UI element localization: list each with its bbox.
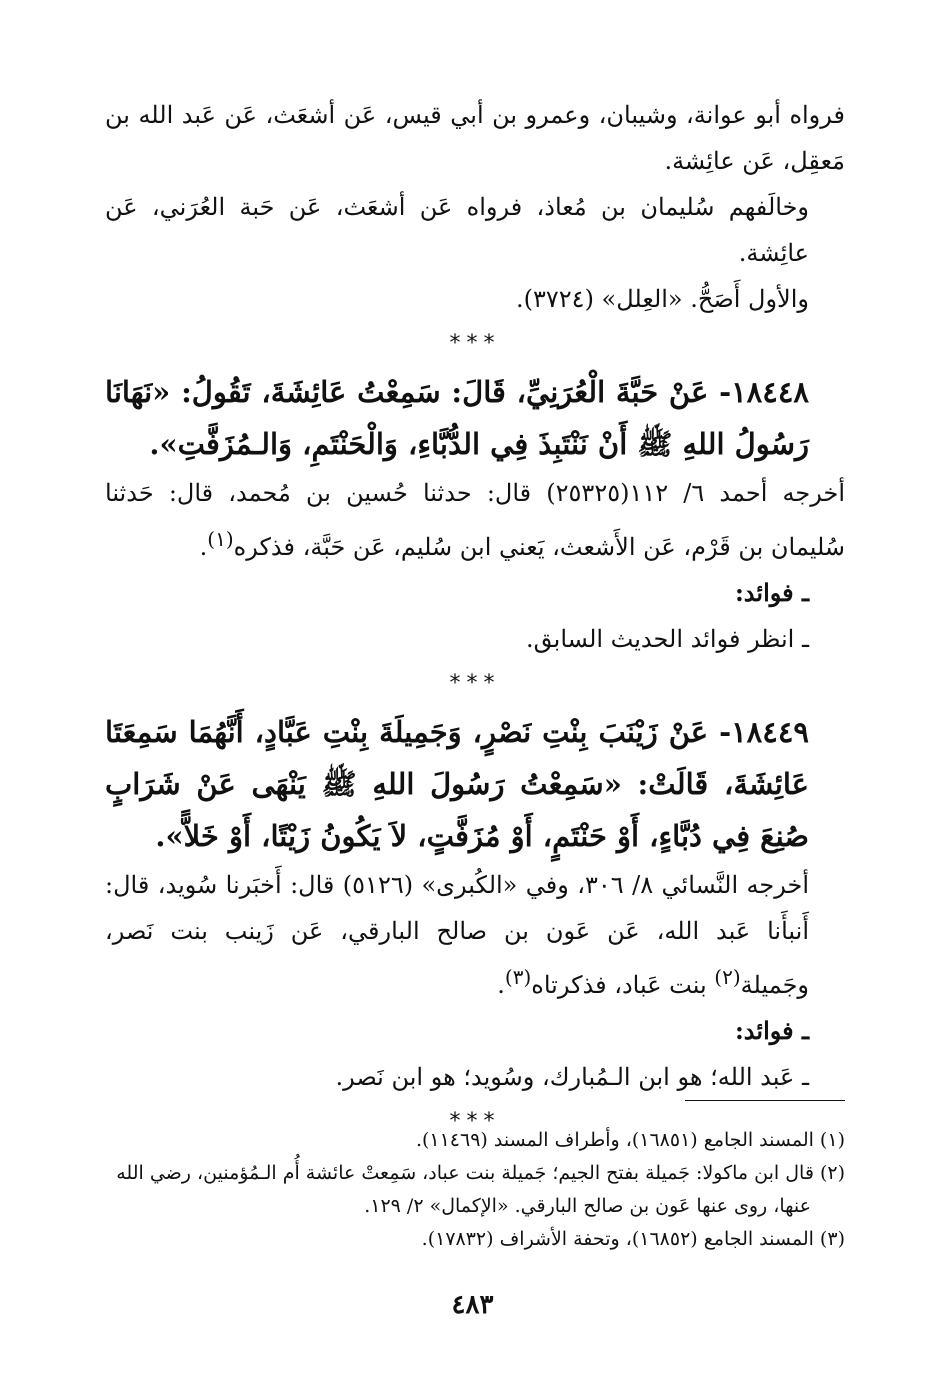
page-number: ٤٨٣ — [451, 1290, 494, 1320]
footnote-2-continued: عنها، روى عنها عَون بن صالح البارقي. «الإكمال» ٢/ ١٢٩. — [364, 1195, 811, 1217]
takhrij-18448-end: . — [199, 533, 208, 561]
paragraph-chain: فرواه أبو عوانة، وشيبان، وعمرو بن أبي قيس، عَن أشعَث، عَن عَبد الله بن مَعقِل، عَن عائِشة. — [105, 101, 845, 175]
fawaid-heading-1: ـ فوائد: — [734, 578, 809, 607]
takhrij-18448-text: أخرجه أحمد ٦/ ١١٢(٢٥٣٢٥) قال: حدثنا حُسين بن مُحمد، قال: حَدثنا سُليمان بن قَرْم، عَن الأَشعث، يَعني ابن سُليم، عَن حَبَّة، فذكره — [105, 479, 846, 561]
footnote-ref-1[interactable]: (١) — [207, 527, 234, 551]
takhrij-18449-mid: بنت عَباد، فذكرتاه — [531, 971, 715, 999]
fawaid-text-1: ـ انظر فوائد الحديث السابق. — [526, 625, 809, 653]
footnote-separator — [685, 1100, 845, 1101]
footnote-1: (١) المسند الجامع (١٦٨٥١)، وأطراف المسند (١١٤٦٩). — [415, 1129, 845, 1151]
takhrij-18449-text: أخرجه النَّسائي ٨/ ٣٠٦، وفي «الكُبرى» (٥١٢٦) قال: أَخبَرنا سُويد، قال: أَنبأَنا عَبد الله، عَن عَون بن صالح البارقي، عَن زَينب بنت نَصر، وجَميلة — [105, 871, 810, 999]
footnote-ref-2[interactable]: (٢) — [714, 965, 741, 989]
section-divider-1: *** — [449, 331, 501, 356]
hadith-18448: ١٨٤٤٨- عَنْ حَبَّةَ الْعُرَنِيِّ، قَالَ: سَمِعْتُ عَائِشَةَ، تَقُولُ: «نَهَانَا رَسُولُ اللهِ ﷺ أَنْ نَنْتَبِذَ فِي الدُّبَّاءِ، وَالْحَنْتَمِ، وَالـمُزَفَّتِ». — [105, 375, 809, 461]
section-divider-3: *** — [449, 1109, 501, 1134]
footnote-ref-3[interactable]: (٣) — [504, 965, 532, 989]
takhrij-18449 — [105, 862, 845, 1008]
fawaid-heading-2: ـ فوائد: — [734, 1016, 809, 1045]
takhrij-18448 — [105, 470, 845, 570]
footnote-2: (٢) قال ابن ماكولا: جَميلة بفتح الجيم؛ جَميلة بنت عباد، سَمِعتْ عائشة أُم الـمُؤمنين، رضي الله — [116, 1162, 845, 1184]
paragraph-disagreement: وخالَفهم سُليمان بن مُعاذ، فرواه عَن أشعَث، عَن حَبة العُرَني، عَن عائِشة. — [105, 193, 809, 267]
paragraph-verdict: والأول أَصَحُّ. «العِلل» (٣٧٢٤). — [516, 285, 809, 313]
main-text — [105, 92, 845, 1144]
fawaid-text-2: ـ عَبد الله؛ هو ابن الـمُبارك، وسُويد؛ هو ابن نَصر. — [335, 1063, 809, 1091]
takhrij-18449-end: . — [497, 971, 505, 999]
hadith-18449: ١٨٤٤٩- عَنْ زَيْنَبَ بِنْتِ نَصْرٍ، وَجَمِيلَةَ بِنْتِ عَبَّادٍ، أَنَّهُمَا سَمِعَتَا عَائِشَةَ، قَالَتْ: «سَمِعْتُ رَسُولَ اللهِ ﷺ يَنْهَى عَنْ شَرَابٍ صُنِعَ فِي دُبَّاءٍ، أَوْ حَنْتَمٍ، أَوْ مُزَفَّتٍ، لاَ يَكُونُ زَيْتًا، أَوْ خَلاًّ». — [105, 715, 809, 853]
section-divider-2: *** — [449, 671, 501, 696]
footnote-3: (٣) المسند الجامع (١٦٨٥٢)، وتحفة الأشراف (١٧٨٣٢). — [421, 1228, 845, 1250]
footnotes — [105, 1124, 845, 1256]
